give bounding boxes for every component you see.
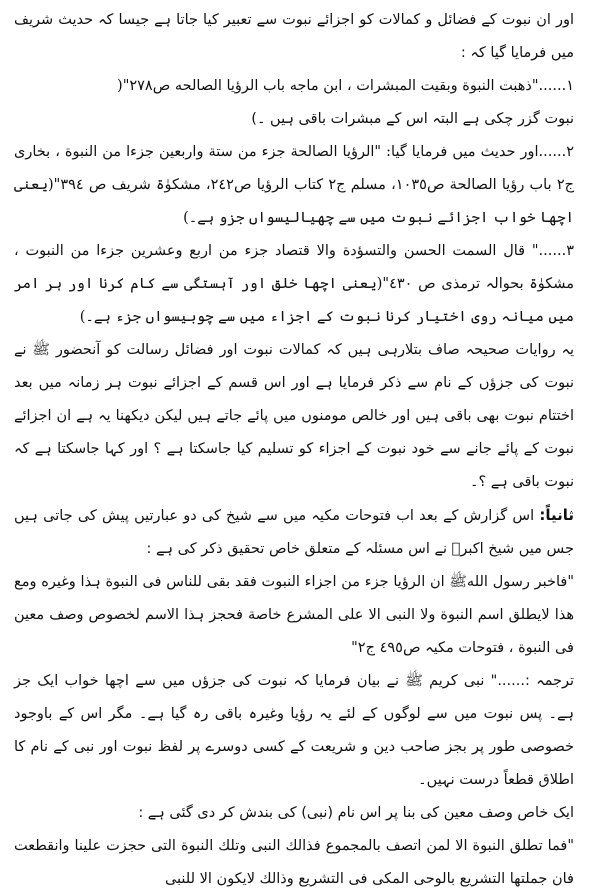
secondly-label: ثانیاً: bbox=[539, 506, 574, 524]
hadith-2: ٢......اور حدیث میں فرمایا گیا: "الرؤيا الصالحة جزء من ستة واربعين جزءا من النبوة ، بخاری ج٢ باب رؤیا الصالحة ص١٠٣٥، مسلم ج٢ کتاب الرؤیا ص٢٤٢، مشکوٰۃ شریف ص ٣٩٤"(یعنی اچھا خواب اجزائے نبوت میں سے چھیالیسواں جزو ہے۔) bbox=[14, 144, 574, 226]
paragraph-intro: اور ان نبوت کے فضائل و کمالات کو اجزائے نبوت سے تعبیر کیا جاتا ہے جیسا کہ حدیث شریف میں فرمایا گیا کہ : bbox=[14, 12, 574, 61]
futuhat-quote-2: "فما تطلق النبوة الا لمن اتصف بالمجموع فذالك النبى وتلك النبوة التى حجزت علينا وانقطعت فان جملتها التشريع بالوحى المكى فى التشريع وذالك لايكون الا للنبى bbox=[14, 838, 574, 887]
paragraph-secondly bbox=[14, 499, 574, 566]
hadith-3: ٣......" قال السمت الحسن والتسؤدة والا قتصاد جزء من اربع وعشرين جزءا من النبوت ، مشکوٰۃ بحوالہ ترمذی ص ٤٣٠"(یعنی اچھا خلق اور آہستگی سے کام کرنا اور ہر امر میں میانہ روی اختیار کرنا نبوت کے اجزاء میں سے چوبیسواں جزء ہے۔) bbox=[14, 243, 575, 325]
translation-quote-1: ترجمہ :......" نبی کریم ﷺ نے بیان فرمایا کہ نبوت کی جزؤں میں سے اچھا خواب ایک جز ہے۔ پس نبوت میں سے لوگوں کے لئے یہ رؤیا وغیرہ باقی رہ گیا ہے۔ مگر اس کے باوجود خصوصی طور پر بجز صاحب دین و شریعت کے کسی دوسرے پر لفظ نبوت اور نبی کے نام کا اطلاق قطعاً درست نہیں۔ bbox=[14, 673, 574, 788]
futuhat-quote-1: "فاخبر رسول اللهﷺ ان الرؤيا جزء من اجزاء النبوت فقد بقى للناس فى النبوة ہذا وغيره ومع هذا لايطلق اسم النبوة ولا النبى الا على المشرع خاصة فحجز ہذا الاسم لخصوص وصف معين فى النبوة ، فتوحات مکیہ ص٤٩٥ ج٢" bbox=[14, 574, 574, 656]
hadith-1-arabic: ١......"ذهبت النبوة وبقيت المبشرات ، ابن ماجه باب الرؤيا الصالحه ص٢٧٨"( bbox=[117, 78, 574, 94]
secondly-text: اس گزارش کے بعد اب فتوحات مکیہ میں سے شیخ کی دو عبارتیں پیش کی جاتی ہیں جس میں شیخ اکبرؒ نے اس مسئلہ کے متعلق خاص تحقیق ذکر کی ہے : bbox=[14, 508, 574, 557]
paragraph-special-attribute: ایک خاص وصف معین کی بنا پر اس نام (نبی) کی بندش کر دی گئی ہے : bbox=[138, 805, 574, 821]
hadith-1-translation: نبوت گزر چکی ہے البتہ اس کے مبشرات باقی ہیں ۔) bbox=[251, 111, 574, 127]
paragraph-explanation: یہ روایات صحیحہ صاف بتلارہی ہیں کہ کمالات نبوت اور فضائل رسالت کو آنحضور ﷺ نے نبوت کی جزؤں کے نام سے ذکر فرمایا ہے اور اس قسم کے اجزائے نبوت ہر زمانہ میں بعد اختتام نبوت بھی باقی ہیں اور خالص مومنوں میں پائے جاتے ہیں لیکن دیکھنا یہ ہے ان اجزائے نبوت کے پائے جانے سے خود نبوت کے اجزاء کو تسلیم کیا جاسکتا ہے ؟ اور کہا جاسکتا ہے کہ نبوت باقی ہے ؟۔ bbox=[14, 342, 574, 490]
